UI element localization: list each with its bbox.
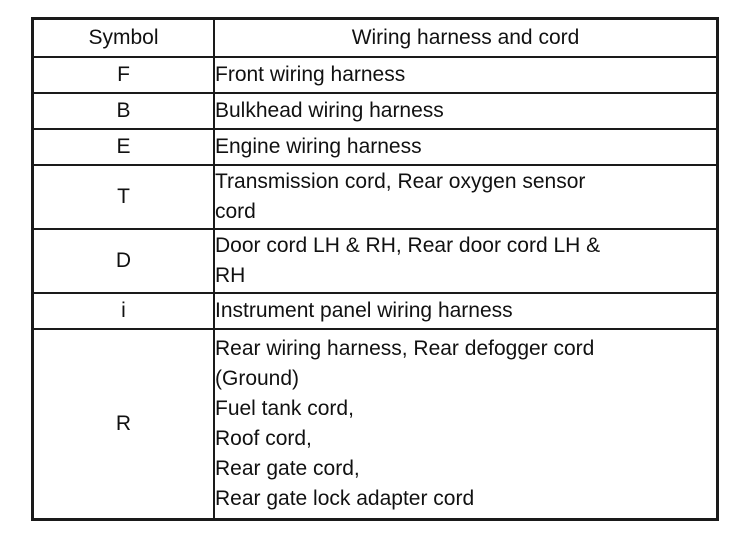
description-cell [214, 93, 716, 129]
table-row [34, 229, 716, 293]
symbol-cell: T [34, 165, 214, 229]
table-row [34, 57, 716, 93]
description-line: Bulkhead wiring harness [215, 99, 444, 122]
table-row [34, 93, 716, 129]
description-cell [214, 57, 716, 93]
table-row [34, 293, 716, 329]
symbol-cell: B [34, 93, 214, 129]
description-line: Engine wiring harness [215, 135, 422, 158]
description-cell [214, 229, 716, 293]
wiring-harness-table-frame [31, 17, 719, 521]
symbol-cell: E [34, 129, 214, 165]
description-line: Rear wiring harness, Rear defogger cord [215, 337, 595, 360]
symbol-cell: R [34, 329, 214, 518]
symbol-cell: F [34, 57, 214, 93]
symbol-cell: i [34, 293, 214, 329]
table-row [34, 329, 716, 518]
column-header-symbol: Symbol [34, 20, 214, 57]
description-line: (Ground) [215, 367, 300, 390]
description-line: cord [215, 200, 256, 223]
description-line: Rear gate cord, [215, 457, 360, 480]
description-line: Transmission cord, Rear oxygen sensor [215, 170, 586, 193]
wiring-harness-table [34, 20, 716, 518]
description-cell [214, 329, 716, 518]
description-cell [214, 293, 716, 329]
description-line: Front wiring harness [215, 63, 406, 86]
symbol-cell: D [34, 229, 214, 293]
description-line: Instrument panel wiring harness [215, 299, 513, 322]
description-cell [214, 129, 716, 165]
description-line: Roof cord, [215, 427, 312, 450]
table-row [34, 165, 716, 229]
description-cell [214, 165, 716, 229]
description-line: Fuel tank cord, [215, 397, 354, 420]
column-header-wiring-harness: Wiring harness and cord [214, 20, 716, 57]
description-line: Rear gate lock adapter cord [215, 487, 475, 510]
table-header-row [34, 20, 716, 57]
description-line: RH [215, 264, 246, 287]
description-line: Door cord LH & RH, Rear door cord LH & [215, 234, 601, 257]
table-row [34, 129, 716, 165]
